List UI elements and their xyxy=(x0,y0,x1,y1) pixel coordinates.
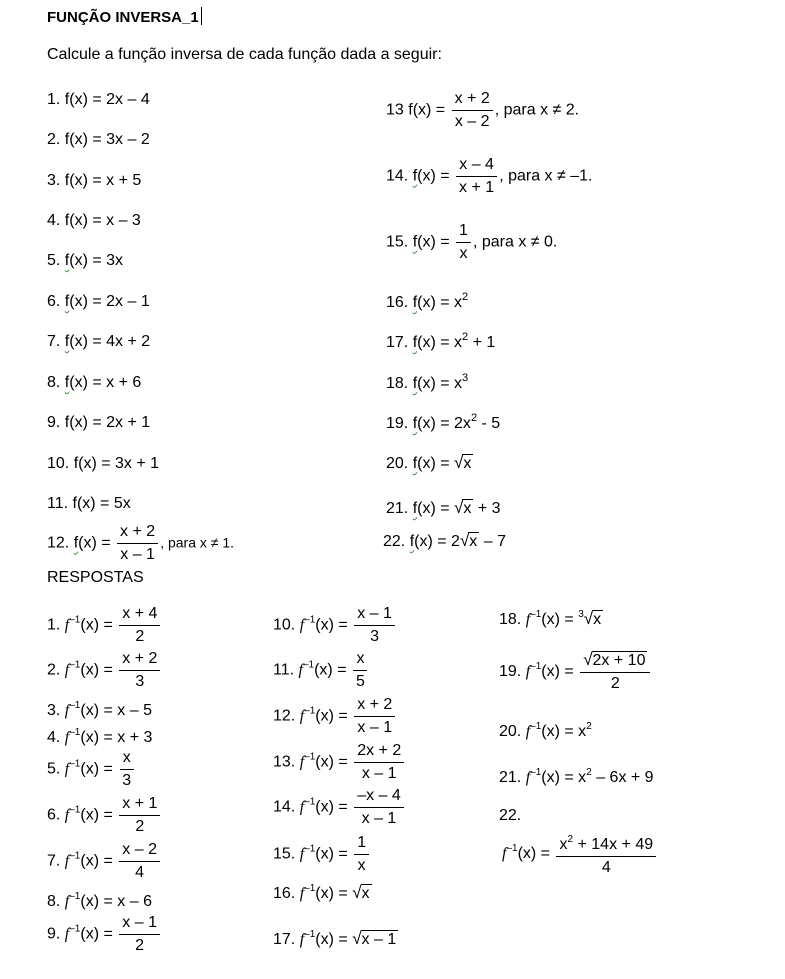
fraction: $\frac{x + 1}{2}$ xyxy=(119,794,160,837)
answer-15: 15. $f^{-1}(x)$ = $\frac{1}{x}$ xyxy=(273,833,371,876)
question-5: 5. f(x) = 3x xyxy=(47,252,124,269)
answer-8: 8. $f^{-1}(x) = x - 6$ xyxy=(47,891,152,910)
sqrt-symbol: √ xyxy=(454,453,464,472)
cube-root-symbol: √ xyxy=(583,609,594,628)
fraction: $\frac{x}{5}$ xyxy=(353,649,368,692)
fraction: $\frac{x + 2}{3}$ xyxy=(119,649,160,692)
answer-20: 20. $f^{-1}(x) = x^2$ xyxy=(499,721,592,740)
answer-9: 9. $f^{-1}(x)$ = $\frac{x - 1}{2}$ xyxy=(47,913,162,956)
fraction: $\frac{x + 2}{x - 2}$ xyxy=(452,89,493,132)
answer-12: 12. $f^{-1}(x)$ = $\frac{x + 2}{x - 1}$ xyxy=(273,695,397,738)
question-9: 9. f(x) = 2x + 1 xyxy=(47,414,151,431)
text-cursor xyxy=(201,7,202,25)
fraction: $\frac{x + 2}{x - 1}$ xyxy=(117,522,158,565)
sqrt-symbol: √ xyxy=(352,883,362,902)
question-11: 11. f(x) = 5x xyxy=(47,495,131,512)
answer-19: 19. $f^{-1}(x)$ = $\frac{√2x + 10}{2}$ xyxy=(499,650,652,694)
question-2: 2. f(x) = 3x – 2 xyxy=(47,131,150,148)
question-22: 22. f(x) = 2√x – 7 xyxy=(383,531,506,550)
fraction: $\frac{x - 1}{3}$ xyxy=(354,604,395,647)
question-21: 21. f(x) = √x + 3 xyxy=(386,498,501,517)
answer-14: 14. $f^{-1}(x)$ = $\frac{-x - 4}{x - 1}$ xyxy=(273,786,406,829)
answer-18: 18. $f^{-1}(x) = ^3√x$ xyxy=(499,609,602,628)
fraction: $\frac{x - 1}{2}$ xyxy=(119,913,160,956)
fraction: $\frac{1}{x}$ xyxy=(456,221,471,264)
question-17: 17. $f(x) = x^2 + 1$ xyxy=(386,331,496,351)
answer-2: 2. $f^{-1}(x)$ = $\frac{x + 2}{3}$ xyxy=(47,649,162,692)
fraction: $\frac{2x + 2}{x - 1}$ xyxy=(354,741,404,784)
question-19: 19. $f(x) = 2x^2 - 5$ xyxy=(386,412,501,432)
fraction: $\frac{x + 2}{x - 1}$ xyxy=(354,695,395,738)
answer-7: 7. $f^{-1}(x)$ = $\frac{x - 2}{4}$ xyxy=(47,840,162,883)
instruction-text: Calcule a função inversa de cada função dada a seguir: xyxy=(47,46,442,63)
question-8: 8. f(x) = x + 6 xyxy=(47,374,142,391)
sqrt-symbol: √ xyxy=(459,531,470,550)
answer-16: 16. $f^{-1}(x) = √x$ xyxy=(273,883,370,902)
fraction: $\frac{1}{x}$ xyxy=(354,833,369,876)
fraction: $\frac{x^2 + 14x + 49}{4}$ xyxy=(556,830,656,878)
question-15: 15. f(x) = $\frac{1}{x}$ , para x ≠ 0. xyxy=(386,222,558,262)
sqrt-symbol: √ xyxy=(454,498,464,517)
question-1: 1. f(x) = 2x – 4 xyxy=(47,91,150,108)
question-20: 20. f(x) = √x xyxy=(386,453,472,472)
question-16: 16. $f(x) = x^2$ xyxy=(386,291,469,311)
answer-13: 13. $f^{-1}(x)$ = $\frac{2x + 2}{x - 1}$ xyxy=(273,741,406,784)
question-18: 18. $f(x) = x^3$ xyxy=(386,372,469,392)
question-6: 6. f(x) = 2x – 1 xyxy=(47,293,150,310)
question-12: 12. f(x) = $\frac{x + 2}{x - 1}$ , para x ≠ 1. xyxy=(47,523,235,563)
fraction: $\frac{-x - 4}{x - 1}$ xyxy=(354,786,404,829)
answer-1: 1. $f^{-1}(x)$ = $\frac{x + 4}{2}$ xyxy=(47,604,162,647)
answer-10: 10. $f^{-1}(x)$ = $\frac{x - 1}{3}$ xyxy=(273,604,397,647)
answer-3: 3. $f^{-1}(x) = x - 5$ xyxy=(47,700,152,719)
fraction: $\frac{x + 4}{2}$ xyxy=(119,604,160,647)
answer-21: 21. $f^{-1}(x) = x^2 - 6x + 9$ xyxy=(499,767,654,786)
answer-4: 4. $f^{-1}(x) = x + 3$ xyxy=(47,727,153,746)
answer-11: 11. $f^{-1}(x)$ = $\frac{x}{5}$ xyxy=(273,649,370,692)
fraction: $\frac{x}{3}$ xyxy=(119,748,134,791)
answer-17: 17. $f^{-1}(x) = √x - 1$ xyxy=(273,929,397,948)
question-4: 4. f(x) = x – 3 xyxy=(47,212,141,229)
sqrt-symbol: √ xyxy=(352,929,362,948)
fraction: $\frac{√2x + 10}{2}$ xyxy=(580,650,650,694)
question-10: 10. f(x) = 3x + 1 xyxy=(47,455,160,472)
answer-6: 6. $f^{-1}(x)$ = $\frac{x + 1}{2}$ xyxy=(47,794,162,837)
page-title: FUNÇÃO INVERSA_1 xyxy=(47,7,202,26)
sqrt-symbol: √ xyxy=(583,650,593,669)
question-14: 14. f(x) = $\frac{x - 4}{x + 1}$ , para x ≠ –1. xyxy=(386,156,593,196)
answer-22: $f^{-1}(x)$ = $\frac{x^2 + 14x + 49}{4}$ xyxy=(502,830,658,878)
answer-5: 5. $f^{-1}(x)$ = $\frac{x}{3}$ xyxy=(47,748,136,791)
question-3: 3. f(x) = x + 5 xyxy=(47,172,142,189)
question-7: 7. f(x) = 4x + 2 xyxy=(47,333,151,350)
cube-root-index: 3 xyxy=(578,609,584,620)
question-13: 13 f(x) = $\frac{x + 2}{x - 2}$ , para x ≠ 2. xyxy=(386,90,580,130)
answer-22-number: 22. xyxy=(499,807,522,824)
responses-heading: RESPOSTAS xyxy=(47,569,144,586)
fraction: $\frac{x - 2}{4}$ xyxy=(119,840,160,883)
fraction: $\frac{x - 4}{x + 1}$ xyxy=(456,155,497,198)
